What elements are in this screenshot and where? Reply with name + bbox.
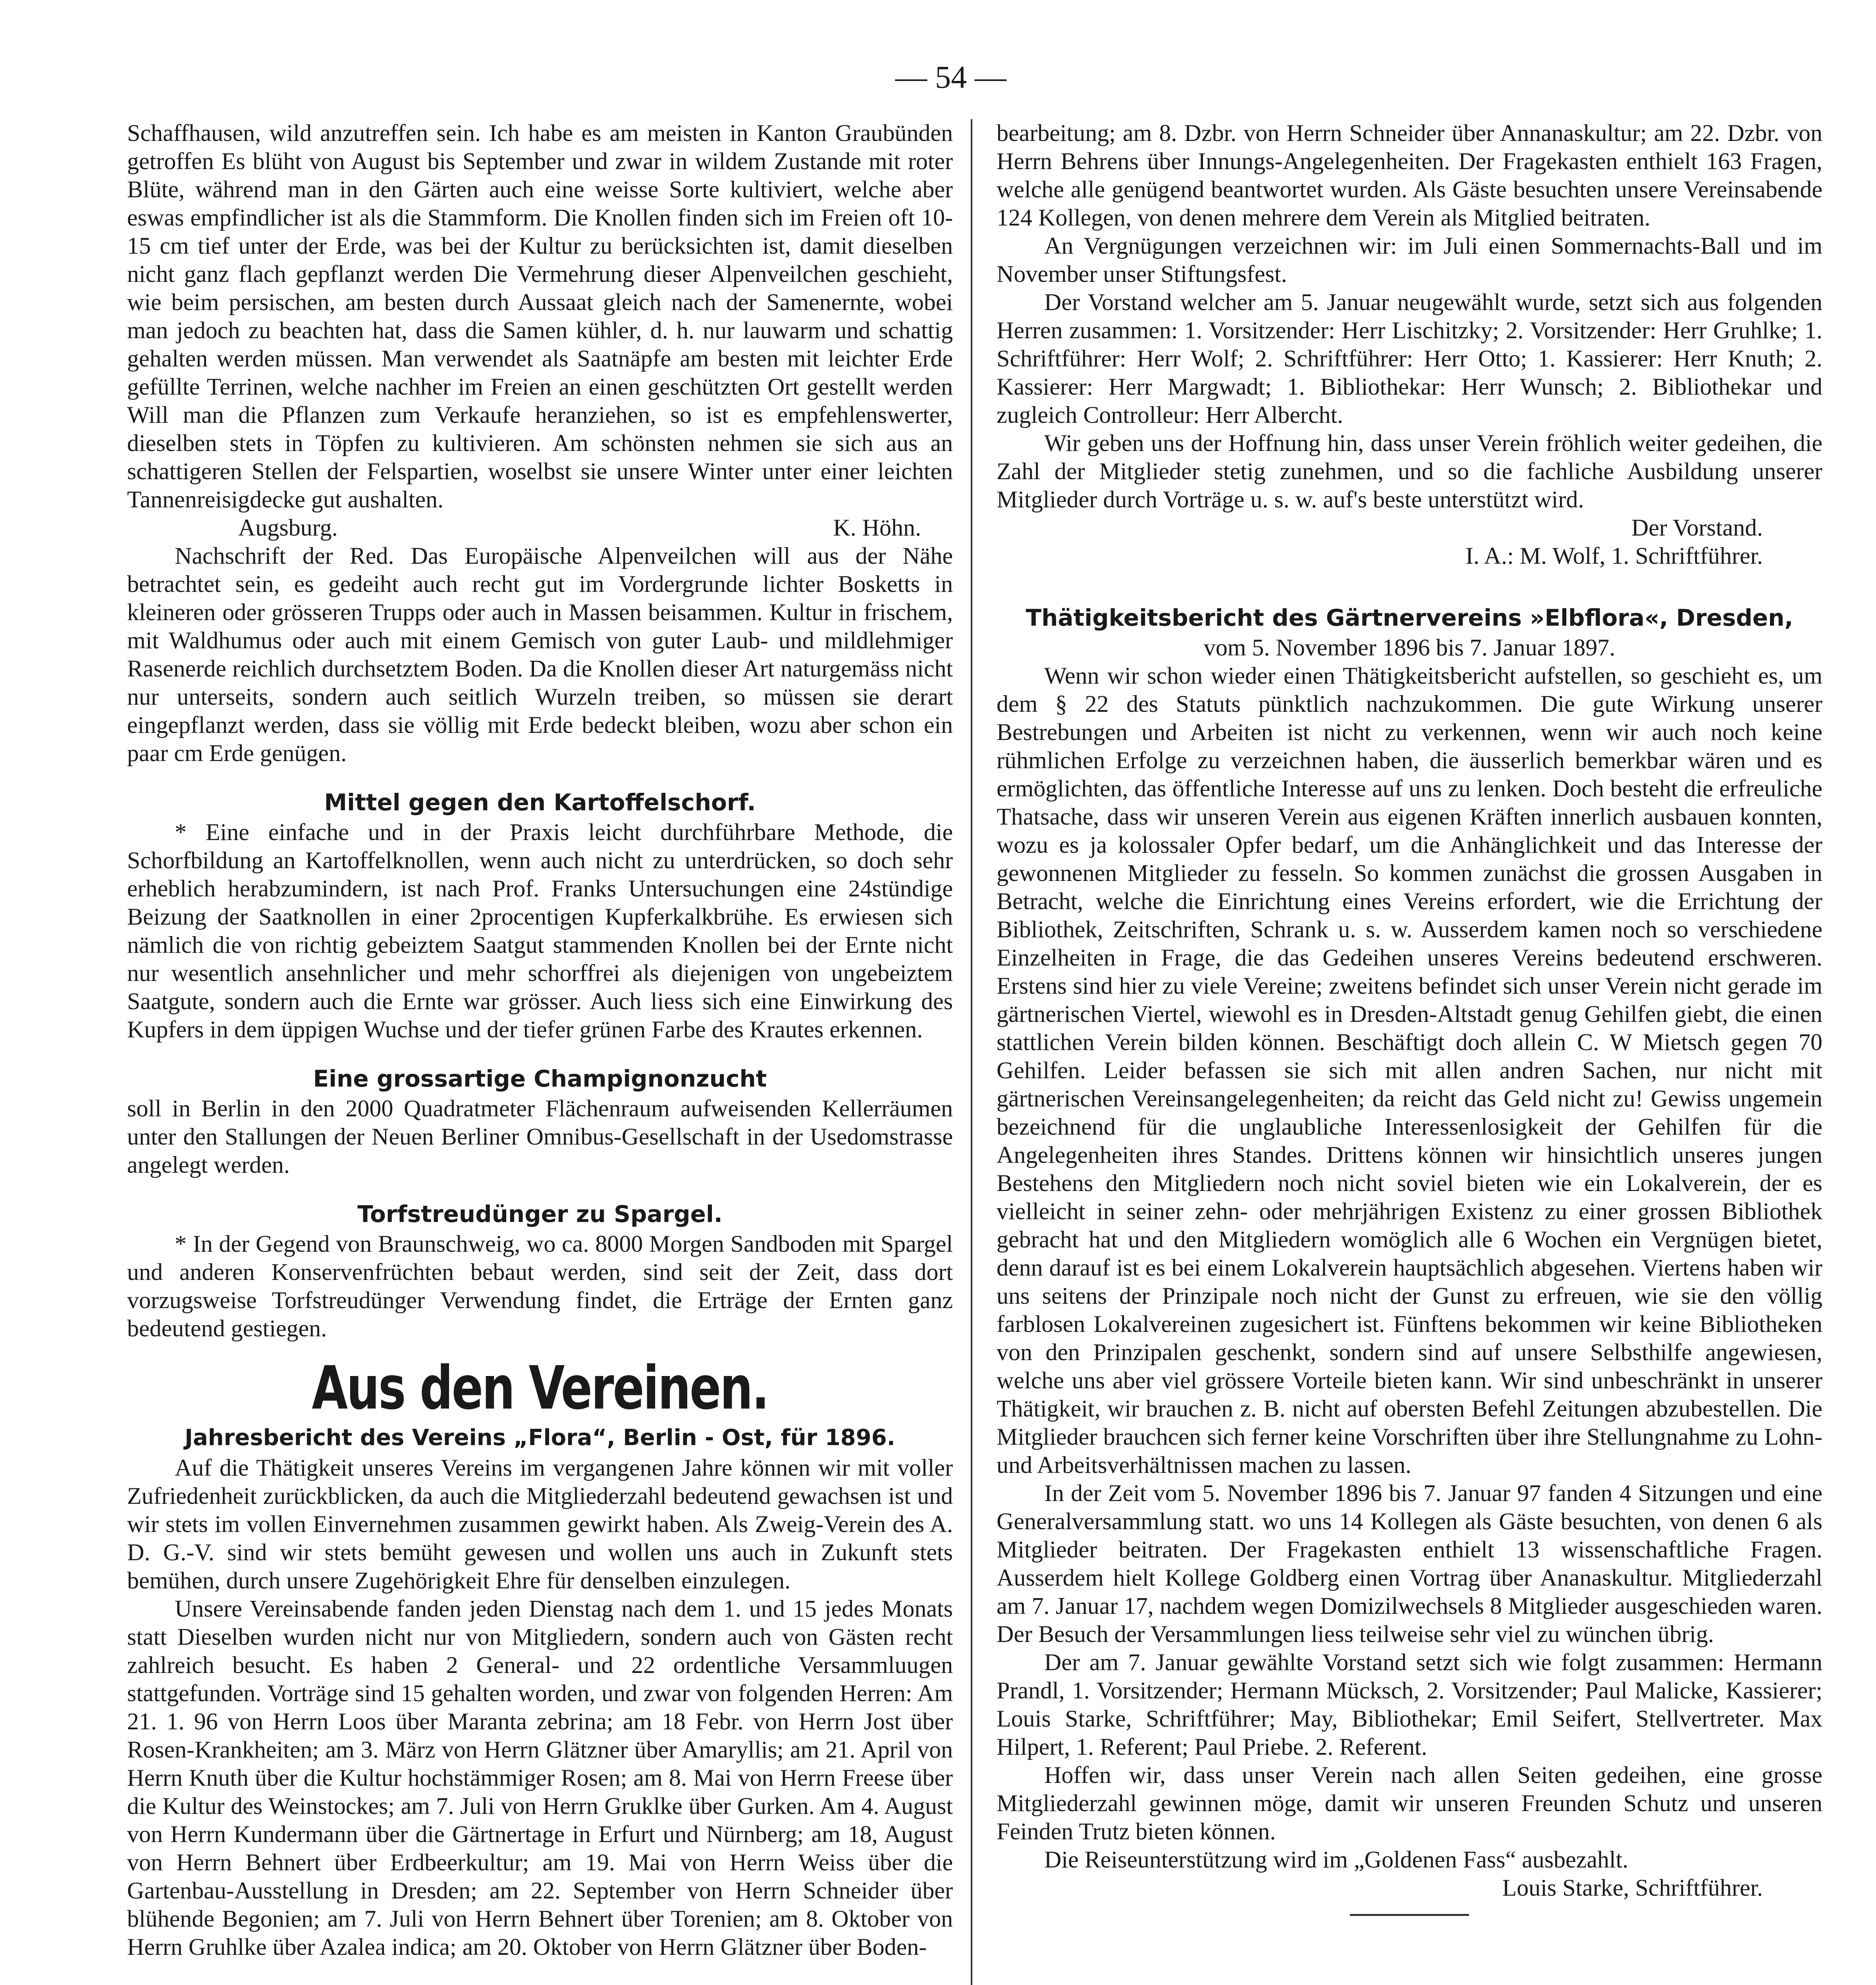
elbflora-paragraph-3: Der am 7. Januar gewählte Vorstand setzt sich wie folgt zusammen: Hermann Prandl, 1. Vorsitzender; Hermann Mücksch, 2. Vorsitzender; Paul Malicke, Kassierer; Louis Starke, Schriftführer; May, Bibliothekar; Emil Seifert, Stellvertreter. Max Hilpert, 1. Referent; Paul Priebe. 2. Referent.	[997, 1649, 1822, 1760]
page-number: — 54 —	[895, 60, 1006, 95]
section-title-vereine: Aus den Vereinen.	[312, 1354, 768, 1423]
heading-kartoffelschorf: Mittel gegen den Kartoffelschorf.	[324, 789, 756, 816]
elbflora-date-range: vom 5. November 1896 bis 7. Januar 1897.	[1203, 634, 1616, 661]
elbflora-paragraph-4: Hoffen wir, dass unser Verein nach allen Seiten gedeihen, eine grosse Mitgliederzahl gewinnen möge, damit wir unseren Freunden Schutz und unseren Feinden Trutz bieten können.	[997, 1762, 1822, 1844]
heading-torfstreuduenger: Torfstreudünger zu Spargel.	[357, 1201, 723, 1228]
flora-paragraph-6: Wir geben uns der Hoffnung hin, dass unser Verein fröhlich weiter gedeihen, die Zahl der Mitglieder stetig zunehmen, und so die fachliche Ausbildung unserer Mitglieder durch Vorträge u. s. w. auf's beste unterstützt wird.	[997, 430, 1822, 513]
flora-paragraph-2: Unsere Vereinsabende fanden jeden Dienstag nach dem 1. und 15 jedes Monats statt Dieselben wurden nicht nur von Mitgliedern, sondern auch von Gästen recht zahlreich besucht. Es haben 2 General- und 22 ordentliche Versammluugen stattgefunden. Vorträge sind 15 gehalten worden, und zwar von folgenden Herren: Am 21. 1. 96 von Herrn Loos über Maranta zebrina; am 18 Febr. von Herrn Jost über Rosen-Krankheiten; am 3. März von Herrn Glätzner über Amaryllis; am 21. April von Herrn Knuth über die Kultur hochstämmiger Rosen; am 8. Mai von Herrn Freese über die Kultur des Weinstockes; am 7. Juli von Herrn Gruklke über Gurken. Am 4. August von Herrn Kundermann über die Gärtnertage in Erfurt und Nürnberg; am 18, August von Herrn Behnert über Erdbeerkultur; am 19. Mai von Herrn Weiss über die Gartenbau-Ausstellung in Dresden; am 22. September von Herrn Schneider über blühende Begonien; am 7. Juli von Herrn Behnert über Torenien; am 8. Oktober von Herrn Gruhlke über Azalea indica; am 20. Oktober von Herrn Glätzner über Boden-	[127, 1596, 953, 1960]
torfstreuduenger-paragraph: * In der Gegend von Braunschweig, wo ca. 8000 Morgen Sandboden mit Spargel und anderen Konservenfrüchten bebaut werden, sind seit der Zeit, dass dort vorzugsweise Torfstreudünger Verwendung findet, die Erträge der Ernten ganz bedeutend gestiegen.	[127, 1231, 953, 1341]
elbflora-paragraph-1: Wenn wir schon wieder einen Thätigkeitsbericht aufstellen, so geschieht es, um dem § 22 des Statuts pünktlich nachzukommen. Die gute Wirkung unserer Bestrebungen und Arbeiten ist nicht zu verkennen, wenn wir auch noch keine rühmlichen Erfolge zu verzeichnen haben, die äusserlich bemerkbar wären und es ermöglichten, das öffentliche Interesse auf uns zu lenken. Doch besteht die erfreuliche Thatsache, dass wir unseren Verein aus eigenen Kräften innerlich ausbauen konnten, wozu es ja kolossaler Opfer bedarf, um die Anhänglichkeit und das Interesse der gewonnenen Mitglieder zu fesseln. So kommen zunächst die grossen Ausgaben in Betracht, welche die Einrichtung eines Vereins erfordert, wie die Errichtung der Bibliothek, Zeitschriften, Schrank u. s. w. Ausserdem kamen noch so verschiedene Einzelheiten in Frage, die das Gedeihen unseres Vereins bedeutend erschweren. Erstens sind hier zu viele Vereine; zweitens befindet sich unser Verein nicht gerade im gärtnerischen Viertel, wiewohl es in Dresden-Altstadt genug Gehilfen giebt, die einen stattlichen Verein bilden können. Beschäftigt doch allein C. W Mietsch gegen 70 Gehilfen. Leider befassen sie sich mit allen andren Sachen, nur nicht mit gärtnerischen Vereinsangelegenheiten; da reicht das Geld nicht zu! Gewiss ungemein bezeichnend für die unglaubliche Interessenlosigkeit der Gehilfen für die Angelegenheiten ihres Standes. Drittens können wir hinsichtlich unseres jungen Bestehens den Mitgliedern noch nicht soviel bieten wie ein Lokalverein, der es vielleicht in seiner zehn- oder mehrjährigen Existenz zu einer grossen Bibliothek gebracht hat und den Mitgliedern womöglich alle 6 Wochen ein Vergnügen bietet, denn darauf ist es bei einem Lokalverein hauptsächlich abgesehen. Viertens haben wir uns seitens der Prinzipale noch nicht der Gunst zu erfreuen, wie sie den völlig farblosen Lokalvereinen zugesichert ist. Fünftens bekommen wir keine Bibliotheken von den Prinzipalen geschenkt, sondern sind auf unsere Selbsthilfe angewiesen, welche uns aber viel grössere Vorteile bieten kann. Wir sind unbeschränkt in unserer Thätigkeit, wir brauchen z. B. nicht auf obersten Befehl Zeitungen abzubestellen. Die Mitglieder brauchcen sich ferner keine Vorschriften über ihre Stellungnahme zu Lohn- und Arbeitsverhältnissen machen zu lassen.	[997, 663, 1822, 1478]
signature-hoehn	[127, 514, 953, 542]
kartoffelschorf-paragraph: * Eine einfache und in der Praxis leicht durchführbare Methode, die Schorfbildung an Kartoffelknollen, wenn auch nicht zu unterdrücken, so doch sehr erheblich herabzumindern, ist nach Prof. Franks Untersuchungen eine 24stündige Beizung der Saatknollen in einer 2procentigen Kupferkalkbrühe. Es erwiesen sich nämlich die von richtig gebeiztem Saatgut stammenden Knollen bei der Ernte nicht nur wesentlich ansehnlicher und mehr schorffrei als diejenigen von ungebeiztem Saatgute, sondern auch die Ernte war grösser. Auch liess sich eine Einwirkung des Kupfers in dem üppigen Wuchse und der tiefer grünen Farbe des Krautes erkennen.	[127, 819, 953, 1043]
champignonzucht-paragraph: soll in Berlin in den 2000 Quadratmeter Flächenraum aufweisenden Kellerräumen unter den Stallungen der Neuen Berliner Omnibus-Gesellschaft in der Usedomstrasse angelegt werden.	[127, 1095, 953, 1178]
flora-paragraph-1: Auf die Thätigkeit unseres Vereins im vergangenen Jahre können wir mit voller Zufriedenheit zurückblicken, da auch die Mitgliederzahl bedeutend gewachsen ist und wir stets im vollen Einvernehmen zusammen gewirkt haben. Als Zweig-Verein des A. D. G.-V. sind wir stets bemüht gewesen und wollen uns auch in Zukunft stets bemühen, durch unsere Zugehörigkeit Ehre für denselben einzulegen.	[127, 1455, 953, 1594]
editor-postscript: Nachschrift der Red. Das Europäische Alpenveilchen will aus der Nähe betrachtet sein, es gedeiht auch recht gut im Vordergrunde lichter Bosketts in kleineren oder grösseren Trupps oder auch in Massen beisammen. Kultur in frischem, mit Waldhumus oder auch mit einem Gemisch von guter Laub- und mildlehmiger Rasenerde reichlich durchsetztem Boden. Da die Knollen dieser Art naturgemäss nicht nur unterseits, sondern auch seitlich Wurzeln treiben, so müssen sie derart eingepflanzt werden, dass sie völlig mit Erde bedeckt bleiben, wozu aber schon ein paar cm Erde genügen.	[127, 543, 953, 766]
right-column	[997, 119, 1822, 1916]
end-rule	[1350, 1914, 1469, 1916]
heading-champignonzucht: Eine grossartige Champignonzucht	[313, 1065, 767, 1092]
signature-starke: Louis Starke, Schriftführer.	[1502, 1875, 1763, 1901]
elbflora-paragraph-2: In der Zeit vom 5. November 1896 bis 7. Januar 97 fanden 4 Sitzungen und eine Generalversammlung statt. wo uns 14 Kollegen als Gäste besuchten, von denen 6 als Mitglieder beitraten. Der Fragekasten enthielt 13 wissenschaftliche Fragen. Ausserdem hielt Kollege Goldberg einen Vortrag über Ananaskultur. Mitgliederzahl am 7. Januar 17, nachdem wegen Domizilwechsels 8 Mitglieder ausgeschieden waren. Der Besuch der Versammlungen liess teilweise sehr viel zu wünchen übrig.	[997, 1480, 1822, 1647]
flora-paragraph-3: bearbeitung; am 8. Dzbr. von Herrn Schneider über Annanaskultur; am 22. Dzbr. von Herrn Behrens über Innungs-Angelegenheiten. Der Fragekasten enthielt 163 Fragen, welche alle genügend beantwortet wurden. Als Gäste besuchten unsere Vereinsabende 124 Kollegen, von denen mehrere dem Verein als Mitglied beitraten.	[997, 120, 1822, 231]
heading-flora-report: Jahresbericht des Vereins „Flora“, Berlin - Ost, für 1896.	[185, 1425, 895, 1451]
signature-name: K. Höhn.	[833, 515, 921, 541]
column-divider	[971, 119, 972, 1985]
alpenveilchen-paragraph: Schaffhausen, wild anzutreffen sein. Ich habe es am meisten in Kanton Graubünden getroffen Es blüht von August bis September und zwar in wildem Zustande mit roter Blüte, während man in den Gärten auch eine weisse Sorte kultiviert, welche aber eswas empfindlicher ist als die Stammform. Die Knollen finden sich im Freien oft 10-15 cm tief unter der Erde, was bei der Kultur zu berücksichten ist, damit dieselben nicht ganz flach gepflanzt werden Die Vermehrung dieser Alpenveilchen geschieht, wie beim persischen, am besten durch Aussaat gleich nach der Samenernte, wobei man jedoch zu beachten hat, dass die Samen kühler, d. h. nur lauwarm und schattig gehalten werden müssen. Man verwendet als Saatnäpfe am besten mit leichter Erde gefüllte Terrinen, welche nachher im Freien an einen geschützten Ort gestellt werden Will man die Pflanzen zum Verkaufe heranziehen, so ist es empfehlenswerter, dieselben stets in Töpfen zu kultivieren. Am schönsten nehmen sie sich aus an schattigeren Stellen der Felspartien, woselbst sie unsere Winter unter einer leichten Tannenreisigdecke gut aushalten.	[127, 120, 953, 513]
elbflora-paragraph-5: Die Reiseunterstützung wird im „Goldenen Fass“ ausbezahlt.	[1044, 1846, 1629, 1873]
flora-paragraph-4: An Vergnügungen verzeichnen wir: im Juli einen Sommernachts-Ball und im November unser Stiftungsfest.	[997, 233, 1822, 287]
heading-elbflora-report: Thätigkeitsbericht des Gärtnervereins »Elbflora«, Dresden,	[1026, 604, 1793, 631]
flora-paragraph-5: Der Vorstand welcher am 5. Januar neugewählt wurde, setzt sich aus folgenden Herren zusammen: 1. Vorsitzender: Herr Lischitzky; 2. Vorsitzender: Herr Gruhlke; 1. Schriftführer: Herr Wolf; 2. Schriftführer: Herr Otto; 1. Kassierer: Herr Knuth; 2. Kassierer: Herr Margwadt; 1. Bibliothekar: Herr Wunsch; 2. Bibliothekar und zugleich Controlleur: Herr Albercht.	[997, 289, 1822, 428]
signature-place: Augsburg.	[238, 515, 338, 541]
signature-wolf: I. A.: M. Wolf, 1. Schriftführer.	[1465, 543, 1763, 569]
signature-vorstand: Der Vorstand.	[1631, 515, 1763, 541]
left-column	[127, 119, 953, 1961]
